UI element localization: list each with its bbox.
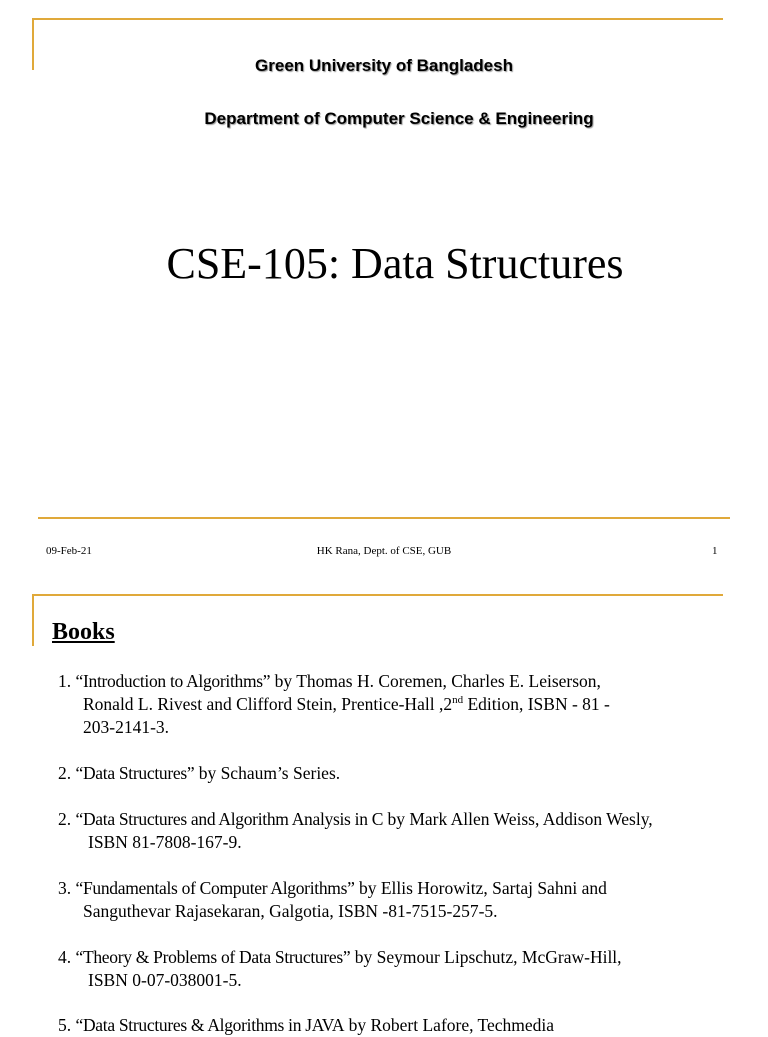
book-details: Edition, ISBN - 81 - <box>463 694 610 714</box>
book-line <box>58 900 748 923</box>
book-title: “Fundamentals of Computer Algorithms” <box>75 878 355 898</box>
book-details: by Ellis Horowitz, Sartaj Sahni and <box>354 878 607 898</box>
book-details: 203-2141-3. <box>83 717 170 737</box>
book-details: by Seymour Lipschutz, McGraw-Hill, <box>350 947 622 967</box>
book-title: “Data Structures and Algorithm Analysis in C <box>75 809 384 829</box>
slide2-left-divider <box>32 594 34 646</box>
footer-page-number: 1 <box>712 545 718 557</box>
book-line <box>58 1014 748 1037</box>
book-details: by Schaum’s Series. <box>194 763 341 783</box>
book-entry <box>58 670 748 739</box>
book-number: 5. <box>58 1015 72 1035</box>
course-title: CSE-105: Data Structures <box>166 239 624 288</box>
book-title: “Theory & Problems of Data Structures” <box>75 947 351 967</box>
book-line <box>58 670 748 693</box>
book-title: “Data Structures & Algorithms in JAVA <box>75 1015 345 1035</box>
footer-date: 09-Feb-21 <box>46 545 92 557</box>
slide2-top-divider <box>32 594 723 596</box>
department-name: Department of Computer Science & Engineering <box>204 109 594 128</box>
book-line <box>58 716 748 739</box>
book-line <box>58 831 748 854</box>
book-number: 1. <box>58 671 72 691</box>
book-entry <box>58 877 748 923</box>
book-title: “Data Structures” <box>75 763 195 783</box>
book-line <box>58 946 748 969</box>
book-edition-suffix: nd <box>452 694 464 707</box>
book-entry <box>58 946 748 992</box>
book-line <box>58 969 748 992</box>
book-line <box>58 762 748 785</box>
book-details: ISBN 0-07-038001-5. <box>88 970 242 990</box>
book-details: by Thomas H. Coremen, Charles E. Leiserson, <box>270 671 601 691</box>
slide1-footer-divider <box>38 517 730 519</box>
book-number: 4. <box>58 947 72 967</box>
book-details: Ronald L. Rivest and Clifford Stein, Prentice-Hall ,2 <box>83 694 453 714</box>
book-details: ISBN 81-7808-167-9. <box>88 832 242 852</box>
book-entry <box>58 762 748 785</box>
book-title: “Introduction to Algorithms” <box>75 671 271 691</box>
book-line <box>58 693 748 716</box>
book-line <box>58 808 748 831</box>
books-heading: Books <box>52 619 115 645</box>
book-number: 3. <box>58 878 72 898</box>
book-details: Sanguthevar Rajasekaran, Galgotia, ISBN -81-7515-257-5. <box>83 901 498 921</box>
book-entry <box>58 808 748 854</box>
book-number: 2. <box>58 809 72 829</box>
slide1-top-divider <box>32 18 723 20</box>
book-line <box>58 877 748 900</box>
footer-author: HK Rana, Dept. of CSE, GUB <box>316 545 452 557</box>
book-details: by Robert Lafore, Techmedia <box>344 1015 555 1035</box>
book-entry <box>58 1014 748 1037</box>
university-name: Green University of Bangladesh <box>255 56 513 75</box>
book-details: by Mark Allen Weiss, Addison Wesly, <box>383 809 653 829</box>
book-number: 2. <box>58 763 72 783</box>
